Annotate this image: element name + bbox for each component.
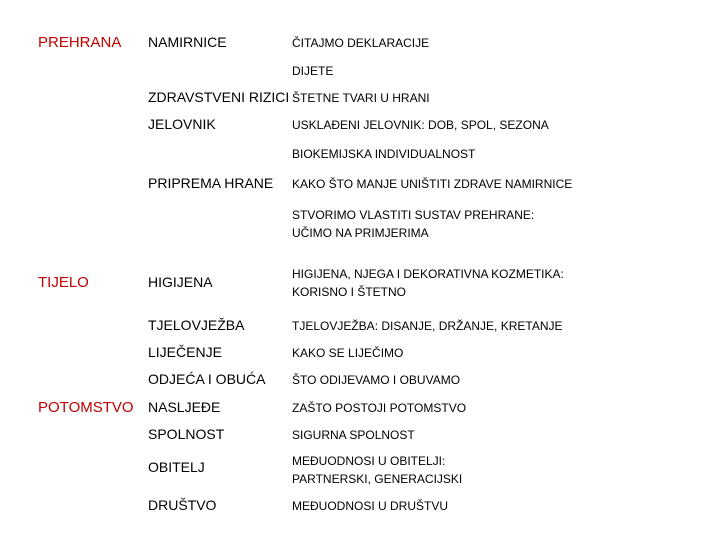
desc-sigurna-spolnost: SIGURNA SPOLNOST <box>292 428 415 442</box>
desc-uskladeni-jelovnik: USKLAĐENI JELOVNIK: DOB, SPOL, SEZONA <box>292 118 549 132</box>
desc-stetne-tvari: ŠTETNE TVARI U HRANI <box>292 91 430 105</box>
topic-higijena: HIGIJENA <box>148 274 213 290</box>
desc-sto-odijevamo: ŠTO ODIJEVAMO I OBUVAMO <box>292 373 461 387</box>
desc-dijete: DIJETE <box>292 64 334 78</box>
category-prehrana: PREHRANA <box>38 34 122 51</box>
topic-odjeca-obuca: ODJEĆA I OBUĆA <box>148 371 266 387</box>
topic-spolnost: SPOLNOST <box>148 426 225 442</box>
desc-tjelovjezba-disanje: TJELOVJEŽBA: DISANJE, DRŽANJE, KRETANJE <box>292 319 563 333</box>
desc-meduodnosi-drustvo: MEĐUODNOSI U DRUŠTVU <box>292 499 449 513</box>
desc-citajmo-deklaracije: ČITAJMO DEKLARACIJE <box>292 36 430 50</box>
desc-kako-sto-manje: KAKO ŠTO MANJE UNIŠTITI ZDRAVE NAMIRNICE <box>292 177 573 191</box>
category-tijelo: TIJELO <box>38 274 89 291</box>
topic-lijecenje: LIJEČENJE <box>148 344 222 360</box>
topic-priprema-hrane: PRIPREMA HRANE <box>148 175 274 191</box>
desc-stvorimo-sustav: STVORIMO VLASTITI SUSTAV PREHRANE: UČIMO NA PRIMJERIMA <box>292 208 535 240</box>
topic-obitelj: OBITELJ <box>148 459 205 475</box>
desc-meduodnosi-obitelj: MEĐUODNOSI U OBITELJI: PARTNERSKI, GENERACIJSKI <box>292 454 463 486</box>
topic-tjelovjezba: TJELOVJEŽBA <box>148 317 245 333</box>
topic-drustvo: DRUŠTVO <box>148 497 217 513</box>
desc-kako-se-lijecimo: KAKO SE LIJEČIMO <box>292 346 404 360</box>
topic-namirnice: NAMIRNICE <box>148 34 227 50</box>
category-potomstvo: POTOMSTVO <box>38 399 134 416</box>
topic-zdravstveni-rizici: ZDRAVSTVENI RIZICI <box>148 89 290 105</box>
desc-biokemijska: BIOKEMIJSKA INDIVIDUALNOST <box>292 147 476 161</box>
desc-higijena-njega: HIGIJENA, NJEGA I DEKORATIVNA KOZMETIKA: KORISNO I ŠTETNO <box>292 267 564 299</box>
topic-nasljede: NASLJEĐE <box>148 399 221 415</box>
topic-jelovnik: JELOVNIK <box>148 116 216 132</box>
desc-zasto-potomstvo: ZAŠTO POSTOJI POTOMSTVO <box>292 401 467 415</box>
